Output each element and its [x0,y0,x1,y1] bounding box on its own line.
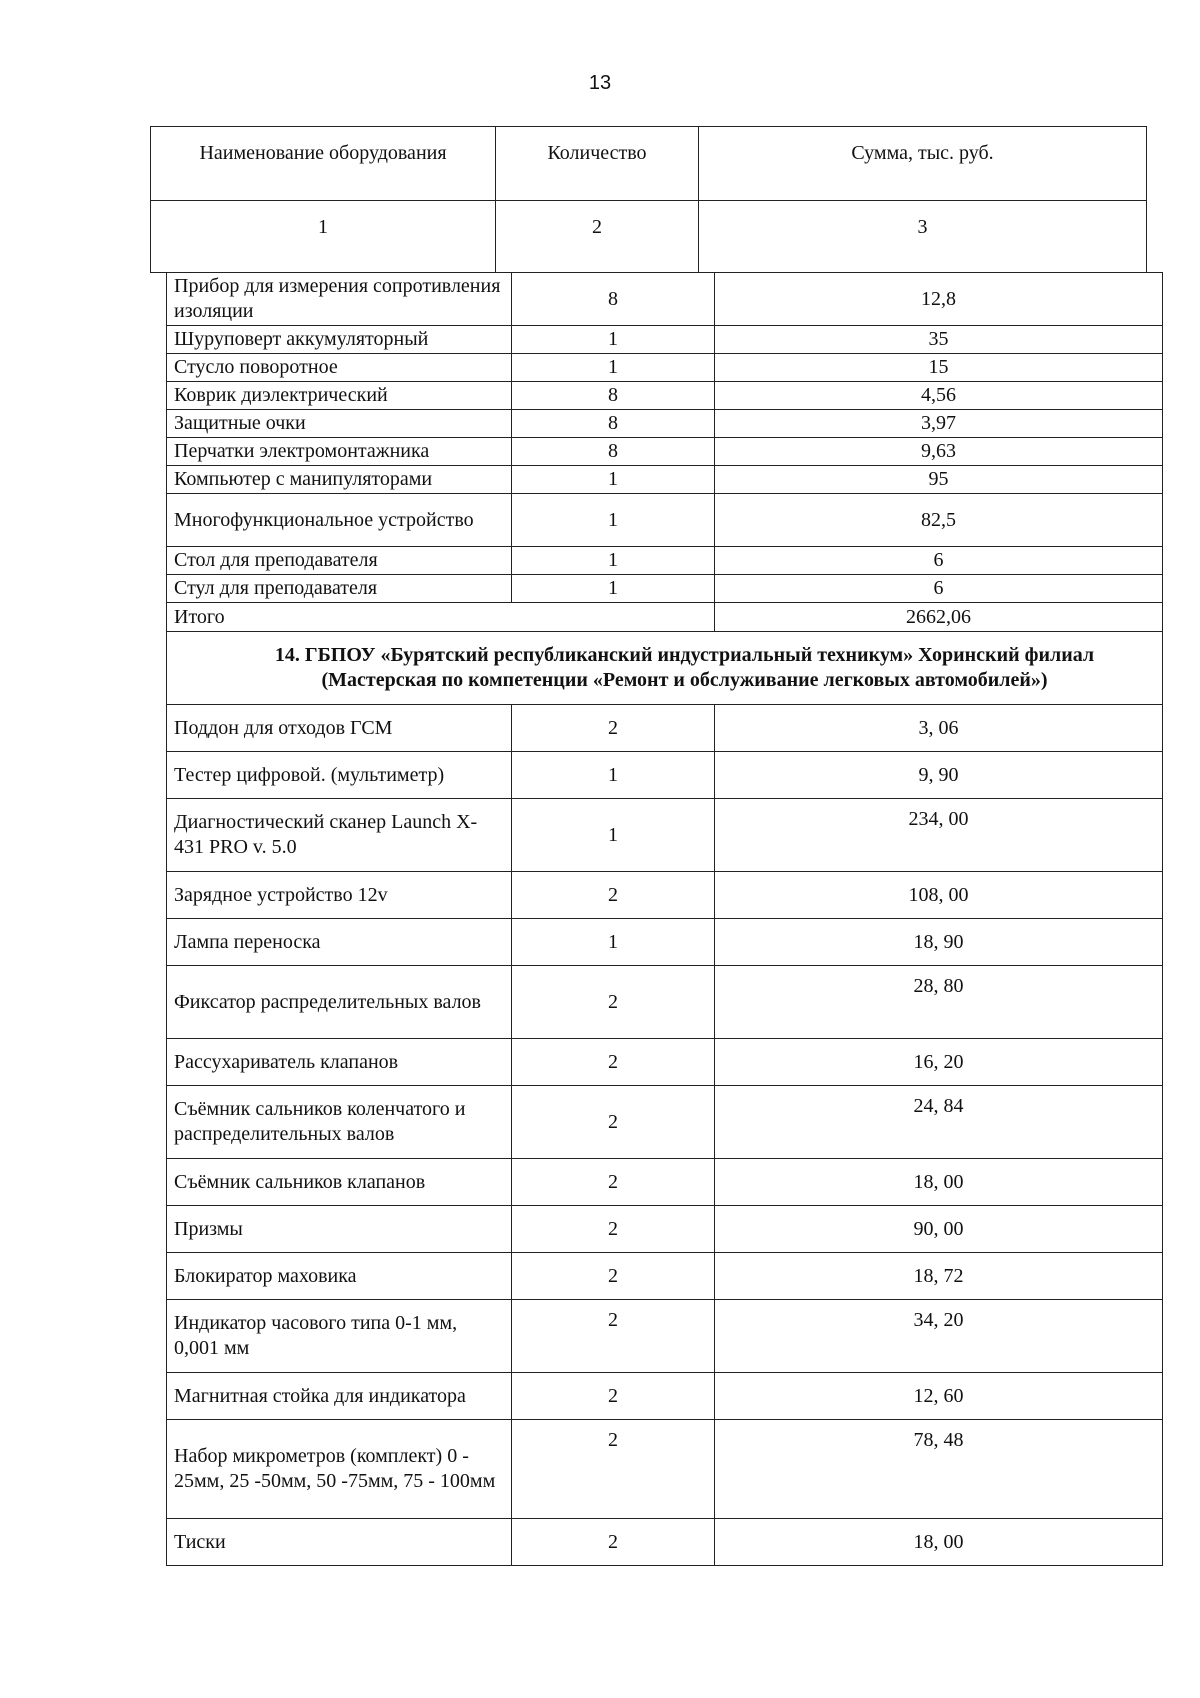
item-name: Стол для преподавателя [167,547,512,575]
item-sum: 95 [715,466,1163,494]
table-row [167,1039,1163,1086]
table-row [167,273,1163,326]
table-row [167,799,1163,872]
table-row [167,919,1163,966]
total-section [167,603,1163,632]
total-row [167,603,1163,632]
table-row [167,1086,1163,1159]
item-sum: 35 [715,326,1163,354]
item-qty: 8 [512,410,715,438]
item-name: Шуруповерт аккумуляторный [167,326,512,354]
header-col-sum: Сумма, тыс. руб. [699,127,1147,201]
item-sum: 9, 90 [715,752,1163,799]
rows-section-a [167,273,1163,603]
item-qty: 2 [512,1300,715,1373]
item-name: Рассухариватель клапанов [167,1039,512,1086]
item-sum: 234, 00 [715,799,1163,872]
total-sum: 2662,06 [715,603,1163,632]
item-sum: 108, 00 [715,872,1163,919]
item-qty: 8 [512,438,715,466]
item-name: Индикатор часового типа 0-1 мм, 0,001 мм [167,1300,512,1373]
header-col-qty: Количество [496,127,699,201]
table-row [167,1420,1163,1519]
item-qty: 1 [512,494,715,547]
table-row [167,382,1163,410]
table-row [167,872,1163,919]
item-sum: 78, 48 [715,1420,1163,1519]
item-name: Диагностический сканер Launch X-431 PRO v. 5.0 [167,799,512,872]
item-qty: 2 [512,1420,715,1519]
item-sum: 9,63 [715,438,1163,466]
item-name: Стусло поворотное [167,354,512,382]
item-sum: 24, 84 [715,1086,1163,1159]
item-qty: 2 [512,1253,715,1300]
item-sum: 4,56 [715,382,1163,410]
item-name: Тестер цифровой. (мультиметр) [167,752,512,799]
item-qty: 2 [512,1206,715,1253]
table-row [167,466,1163,494]
item-name: Поддон для отходов ГСМ [167,705,512,752]
item-sum: 34, 20 [715,1300,1163,1373]
item-sum: 18, 90 [715,919,1163,966]
header-num-2: 2 [496,201,699,273]
item-sum: 28, 80 [715,966,1163,1039]
item-qty: 8 [512,382,715,410]
item-sum: 6 [715,547,1163,575]
table-row [167,354,1163,382]
item-name: Съёмник сальников коленчатого и распределительных валов [167,1086,512,1159]
page-number: 13 [588,72,612,94]
item-qty: 1 [512,547,715,575]
item-qty: 2 [512,1039,715,1086]
item-name: Компьютер с манипуляторами [167,466,512,494]
item-sum: 15 [715,354,1163,382]
item-qty: 1 [512,919,715,966]
item-name: Многофункциональное устройство [167,494,512,547]
item-qty: 2 [512,872,715,919]
header-col-name: Наименование оборудования [151,127,496,201]
table-row [167,575,1163,603]
table-row [167,966,1163,1039]
table-row [167,705,1163,752]
item-name: Коврик диэлектрический [167,382,512,410]
item-qty: 1 [512,466,715,494]
header-num-3: 3 [699,201,1147,273]
item-sum: 12,8 [715,273,1163,326]
item-name: Тиски [167,1519,512,1566]
table-row [167,1373,1163,1420]
table-row [167,1300,1163,1373]
item-sum: 90, 00 [715,1206,1163,1253]
table-row [167,494,1163,547]
item-sum: 3, 06 [715,705,1163,752]
item-sum: 6 [715,575,1163,603]
table-row [167,1206,1163,1253]
item-name: Защитные очки [167,410,512,438]
item-name: Съёмник сальников клапанов [167,1159,512,1206]
item-qty: 2 [512,1159,715,1206]
table-row [167,1159,1163,1206]
table-row [167,1519,1163,1566]
item-qty: 2 [512,1373,715,1420]
table-row [167,1253,1163,1300]
header-number-row [151,201,1147,273]
item-qty: 2 [512,705,715,752]
item-sum: 18, 72 [715,1253,1163,1300]
item-sum: 16, 20 [715,1039,1163,1086]
item-name: Магнитная стойка для индикатора [167,1373,512,1420]
table-row [167,438,1163,466]
item-name: Призмы [167,1206,512,1253]
item-qty: 1 [512,354,715,382]
total-label: Итого [167,603,715,632]
item-sum: 18, 00 [715,1519,1163,1566]
item-sum: 82,5 [715,494,1163,547]
header-table [150,126,1147,273]
item-qty: 8 [512,273,715,326]
item-qty: 2 [512,966,715,1039]
item-name: Стул для преподавателя [167,575,512,603]
item-name: Перчатки электромонтажника [167,438,512,466]
item-name: Блокиратор маховика [167,1253,512,1300]
item-qty: 1 [512,752,715,799]
item-name: Набор микрометров (комплект) 0 - 25мм, 25 -50мм, 50 -75мм, 75 - 100мм [167,1420,512,1519]
table-row [167,410,1163,438]
section-heading [167,632,1163,705]
item-name: Зарядное устройство 12v [167,872,512,919]
table-row [167,547,1163,575]
item-sum: 12, 60 [715,1373,1163,1420]
table-row [167,326,1163,354]
item-qty: 2 [512,1086,715,1159]
equipment-table [166,272,1163,1566]
item-name: Фиксатор распределительных валов [167,966,512,1039]
item-sum: 3,97 [715,410,1163,438]
table-row [167,752,1163,799]
section-title: 14. ГБПОУ «Бурятский республиканский индустриальный техникум» Хоринский филиал (Мастерская по компетенции «Ремонт и обслуживание легковых автомобилей») [167,632,1163,705]
item-qty: 2 [512,1519,715,1566]
item-qty: 1 [512,326,715,354]
item-name: Лампа переноска [167,919,512,966]
item-sum: 18, 00 [715,1159,1163,1206]
header-num-1: 1 [151,201,496,273]
rows-section-b [167,705,1163,1566]
item-qty: 1 [512,575,715,603]
item-name: Прибор для измерения сопротивления изоляции [167,273,512,326]
item-qty: 1 [512,799,715,872]
header-row [151,127,1147,201]
